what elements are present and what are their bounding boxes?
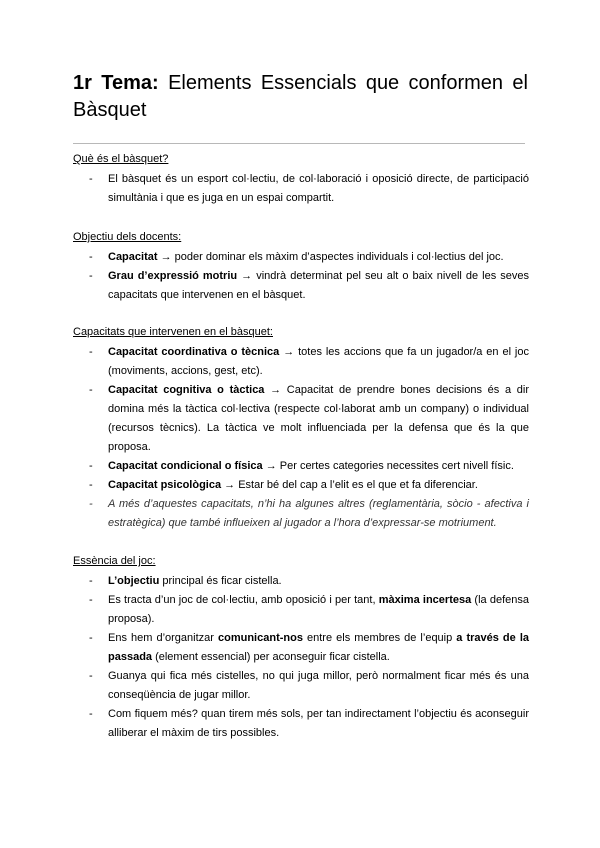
item-text: → Per certes categories necessites cert nivell físic. [262,460,514,472]
bold-term: Capacitat [108,251,158,263]
item-text: (element essencial) per aconseguir ficar cistella. [152,651,390,663]
item-text: (la defensa proposa). [108,594,530,625]
dash-bullet-icon: - [89,173,93,185]
item-text: principal és ficar cistella. [159,575,282,587]
dash-bullet-icon: - [89,270,93,282]
list-item [73,495,529,533]
dash-bullet-icon: - [89,346,93,358]
item-text: → poder dominar els màxim d’aspectes individuals i col·lectius del joc. [157,251,504,263]
dash-bullet-icon: - [89,251,93,263]
bullet-list [73,572,529,743]
section-essencia [73,552,529,743]
bullet-list [73,170,529,208]
list-item [73,705,529,743]
section-que-es [73,150,529,208]
bold-term: L’objectiu [108,575,160,587]
title-prefix: 1r Tema: [73,72,159,94]
item-text: El bàsquet és un esport col·lectiu, de col·laboració i oposició directe, de participació simultània i que es juga en un espai compartit. [108,173,529,204]
section-heading: Essència del joc: [73,555,156,567]
list-item [73,170,529,208]
bold-term: Capacitat cognitiva o tàctica [108,384,265,396]
section-objectiu [73,228,529,305]
dash-bullet-icon: - [89,498,93,510]
bold-term: Capacitat condicional o física [108,460,263,472]
item-text: Com fiquem més? quan tirem més sols, per tan indirectament l’objectiu és aconseguir alliberar el màxim de tirs possibles. [108,708,529,739]
horizontal-divider [73,143,525,144]
dash-bullet-icon: - [89,632,93,644]
list-item [73,476,529,495]
list-item [73,457,529,476]
dash-bullet-icon: - [89,708,93,720]
item-text: Es tracta d’un joc de col·lectiu, amb oposició i per tant, [108,594,379,606]
item-text: Ens hem d’organitzar [108,632,218,644]
dash-bullet-icon: - [89,670,93,682]
bold-term: Capacitat psicològica [108,479,222,491]
title-text: Elements Essencials que conformen el Bàsquet [73,72,528,121]
list-item [73,629,529,667]
bold-term: a través de la passada [108,632,530,663]
item-text: Guanya qui fica més cistelles, no qui juga millor, però normalment ficar més és una conseqüència de jugar millor. [108,670,529,701]
item-text: → vindrà determinat pel seu alt o baix nivell de les seves capacitats que intervenen en el bàsquet. [108,270,529,301]
list-item [73,267,529,305]
dash-bullet-icon: - [89,479,93,491]
bold-term: Grau d’expressió motriu [108,270,238,282]
item-text: → Capacitat de prendre bones decisions és a dir domina més la tàctica col·lectiva (respecte col·laborat amb un company) o individual (recursos tècnics). La tàctica ve molt influenciada per la defensa que és la que proposa. [108,384,530,453]
dash-bullet-icon: - [89,594,93,606]
dash-bullet-icon: - [89,460,93,472]
item-text: → totes les accions que fa un jugador/a en el joc (moviments, accions, gest, etc). [108,346,529,377]
section-heading: Què és el bàsquet? [73,153,169,165]
section-heading: Capacitats que intervenen en el bàsquet: [73,326,273,338]
list-item [73,572,529,591]
list-item [73,248,529,267]
dash-bullet-icon: - [89,384,93,396]
bold-term: màxima incertesa [378,594,472,606]
section-heading: Objectiu dels docents: [73,231,182,243]
item-text: entre els membres de l’equip [302,632,457,644]
section-capacitats [73,323,529,533]
list-item [73,591,529,629]
item-text: → Estar bé del cap a l’elit es el que et fa diferenciar. [221,479,478,491]
dash-bullet-icon: - [89,575,93,587]
list-item [73,381,529,457]
list-item [73,343,529,381]
item-text: A més d’aquestes capacitats, n’hi ha algunes altres (reglamentària, sòcio - afectiva i estratègica) que també influeixen al jugador a l’hora d’expressar-se motriument. [108,498,529,529]
bold-term: Capacitat coordinativa o tècnica [108,346,280,358]
bold-term: comunicant-nos [218,632,303,644]
page-title [73,70,528,124]
bullet-list [73,343,529,533]
list-item [73,667,529,705]
bullet-list [73,248,529,305]
